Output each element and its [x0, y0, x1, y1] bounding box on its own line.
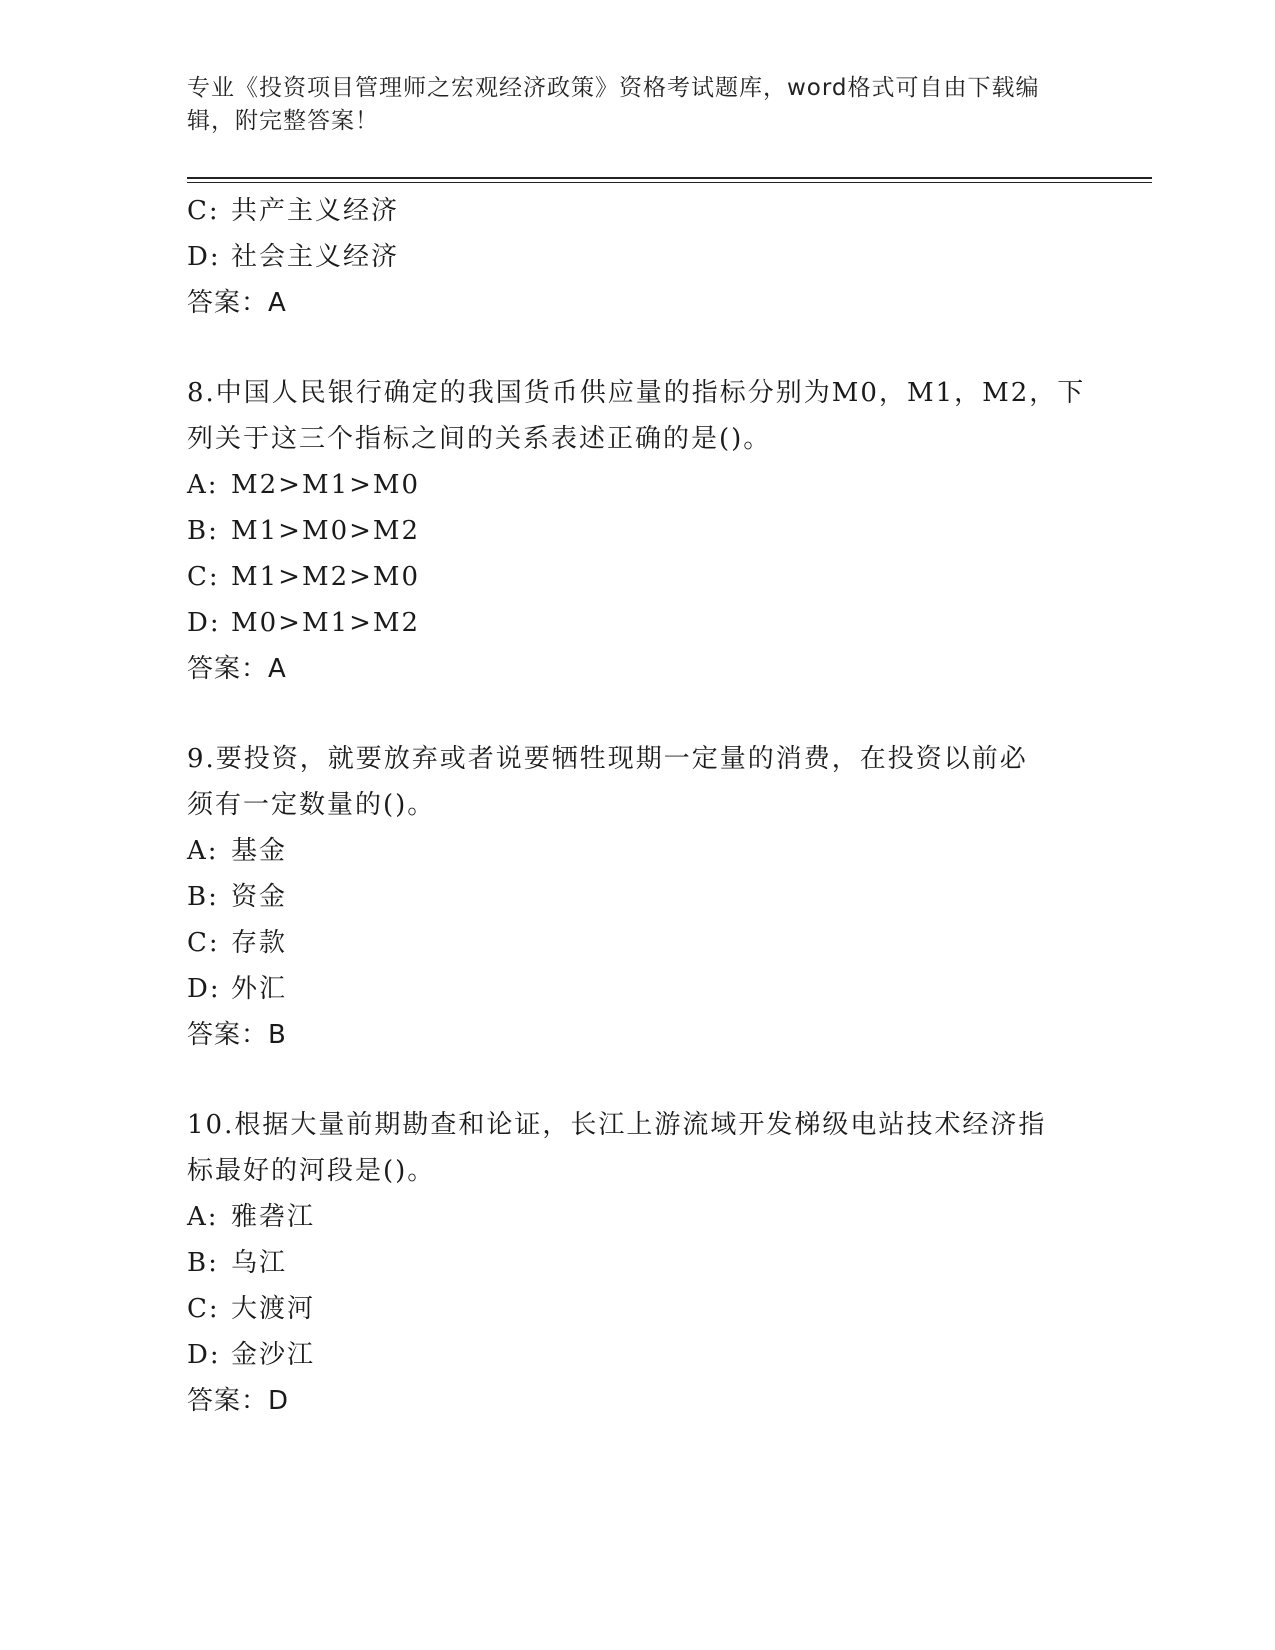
option-a	[187, 828, 1087, 874]
option-text: M0>M1>M2	[231, 608, 421, 638]
option-text: 金沙江	[231, 1340, 316, 1370]
option-c	[187, 1286, 1087, 1332]
question-list	[187, 188, 1087, 1424]
option-text: 存款	[231, 928, 288, 958]
option-text: 基金	[231, 836, 288, 866]
spacer	[187, 692, 1087, 736]
option-text: 资金	[231, 882, 288, 912]
option-letter: B:	[187, 516, 219, 546]
option-letter: C:	[187, 928, 220, 958]
option-letter: D:	[187, 1340, 221, 1370]
option-letter: B:	[187, 1248, 219, 1278]
option-letter: A:	[187, 836, 219, 866]
option-d	[187, 600, 1087, 646]
option-text: 乌江	[231, 1248, 288, 1278]
header-rule-thin	[187, 182, 1152, 183]
option-letter: A:	[187, 470, 219, 500]
option-d	[187, 1332, 1087, 1378]
question-9	[187, 736, 1087, 1058]
option-d	[187, 234, 1087, 280]
option-text: M1>M0>M2	[231, 516, 421, 546]
question-stem-cont: 须有一定数量的()。	[187, 790, 436, 820]
option-letter: D:	[187, 608, 221, 638]
option-letter: A:	[187, 1202, 219, 1232]
question-8	[187, 370, 1087, 692]
option-b	[187, 1240, 1087, 1286]
option-text: M1>M2>M0	[231, 562, 421, 592]
question-continuation	[187, 188, 1087, 326]
spacer	[187, 1058, 1087, 1102]
option-a	[187, 1194, 1087, 1240]
page-header: 专业《投资项目管理师之宏观经济政策》资格考试题库，word格式可自由下载编辑，附完整答案！	[187, 75, 1040, 134]
option-b	[187, 508, 1087, 554]
option-letter: B:	[187, 882, 219, 912]
question-stem: 10.根据大量前期勘查和论证，长江上游流域开发梯级电站技术经济指	[187, 1110, 1047, 1140]
option-text: 共产主义经济	[231, 196, 400, 226]
option-letter: C:	[187, 1294, 220, 1324]
option-letter: D:	[187, 242, 221, 272]
option-text: 大渡河	[231, 1294, 316, 1324]
spacer	[187, 326, 1087, 370]
answer-line: 答案：B	[187, 1020, 287, 1050]
option-b	[187, 874, 1087, 920]
option-letter: C:	[187, 196, 220, 226]
question-stem: 9.要投资，就要放弃或者说要牺牲现期一定量的消费，在投资以前必	[187, 744, 1028, 774]
question-10	[187, 1102, 1087, 1424]
header-rule	[187, 177, 1152, 179]
option-a	[187, 462, 1087, 508]
option-text: M2>M1>M0	[231, 470, 421, 500]
question-stem-cont: 标最好的河段是()。	[187, 1156, 436, 1186]
question-stem-cont: 列关于这三个指标之间的关系表述正确的是()。	[187, 424, 772, 454]
option-c	[187, 188, 1087, 234]
option-d	[187, 966, 1087, 1012]
option-c	[187, 554, 1087, 600]
option-text: 社会主义经济	[231, 242, 400, 272]
answer-line: 答案：A	[187, 288, 287, 318]
option-letter: D:	[187, 974, 221, 1004]
option-c	[187, 920, 1087, 966]
option-text: 雅砻江	[231, 1202, 316, 1232]
question-stem: 8.中国人民银行确定的我国货币供应量的指标分别为M0，M1，M2，下	[187, 378, 1086, 408]
answer-line: 答案：A	[187, 654, 287, 684]
answer-line: 答案：D	[187, 1386, 290, 1416]
option-letter: C:	[187, 562, 220, 592]
option-text: 外汇	[231, 974, 288, 1004]
